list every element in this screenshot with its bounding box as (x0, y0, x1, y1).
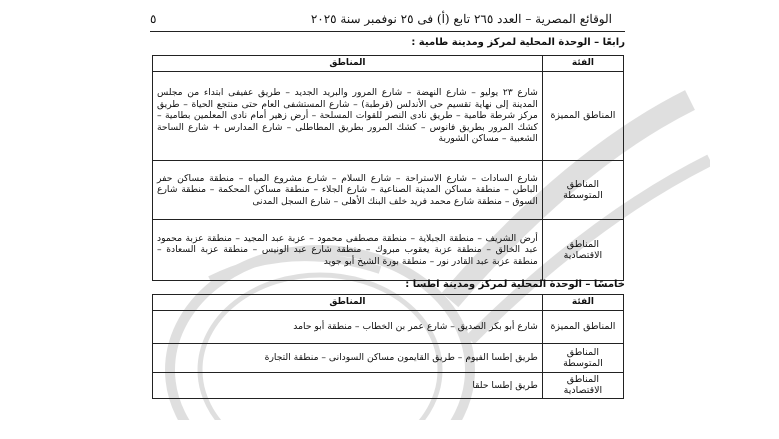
table-row (153, 373, 624, 399)
areas-cell: شارع أبو بكر الصديق – شارع عمر بن الخطاب – منطقة أبو حامد (153, 311, 543, 344)
areas-cell: شارع السادات – شارع الاستراحة – شارع السلام – شارع مشروع المياه – منطقة مساكن حفر الباطن – منطقة مساكن المدينة الصناعية – شارع الجلاء – منطقة مساكن المحكمة – منطقة شارع السوق – منطقة شارع محمد فريد خلف البنك الأهلى – شارع السجل المدنى (153, 161, 543, 220)
category-cell: المناطق المتوسطة (542, 161, 623, 220)
areas-cell: أرض الشريف – منطقة الجبلاية – منطقة مصطفى محمود – عزبة عبد المجيد – منطقة عزبة محمود عبد الخالق – منطقة عزبة يعقوب مبروك – منطقة شارع عبد الونيس – منطقة عزبة السعادة – منطقة عزبة عبد القادر نور – منطقة بورة الشيخ أبو جويد (153, 220, 543, 281)
table-header-row (153, 295, 624, 311)
header-rule (150, 31, 625, 32)
column-header-category: الفئة (542, 56, 623, 72)
section-4-title: رابعًا – الوحدة المحلية لمركز ومدينة طامية : (411, 37, 625, 48)
header-title: الوقائع المصرية – العدد ٢٦٥ تابع (أ) فى ٢٥ نوفمبر سنة ٢٠٢٥ (310, 12, 612, 26)
section-4-table (152, 55, 624, 281)
page-header (150, 8, 612, 30)
areas-cell: شارع ٢٣ يوليو – شارع النهضة – شارع المرور والبريد الجديد – طريق عفيفى ابتداء من مجلس المدينة إلى نهاية تقسيم حى الأندلس (قرطبة) – شارع المستشفى العام حتى منتجع الحياة – طريق مركز شرطة طامية – طريق نادى النصر للقوات المسلحة – أرض زهير أمام نادى المعلمين بطامية – كشك المرور بطريق فانوس – كشك المرور بطريق المطاطلى – شارع المدارس + شارع الساحة الشعبية – مساكن الشوربة (153, 72, 543, 161)
section-5-title: خامسًا – الوحدة المحلية لمركز ومدينة اطسا : (405, 279, 625, 290)
table-row (153, 161, 624, 220)
category-cell: المناطق المميزة (542, 72, 623, 161)
areas-cell: طريق إطسا حلقا (153, 373, 543, 399)
table-row (153, 311, 624, 344)
table-row (153, 72, 624, 161)
category-cell: المناطق الاقتصادية (542, 220, 623, 281)
category-cell: المناطق الاقتصادية (542, 373, 623, 399)
category-cell: المناطق المميزة (542, 311, 623, 344)
column-header-areas: المناطق (153, 295, 543, 311)
column-header-areas: المناطق (153, 56, 543, 72)
column-header-category: الفئة (542, 295, 623, 311)
section-5-table (152, 294, 624, 399)
table-row (153, 344, 624, 373)
table-row (153, 220, 624, 281)
page-number: ٥ (150, 12, 157, 26)
table-header-row (153, 56, 624, 72)
areas-cell: طريق إطسا الفيوم – طريق القايمون مساكن السودانى – منطقة التجارة (153, 344, 543, 373)
category-cell: المناطق المتوسطة (542, 344, 623, 373)
